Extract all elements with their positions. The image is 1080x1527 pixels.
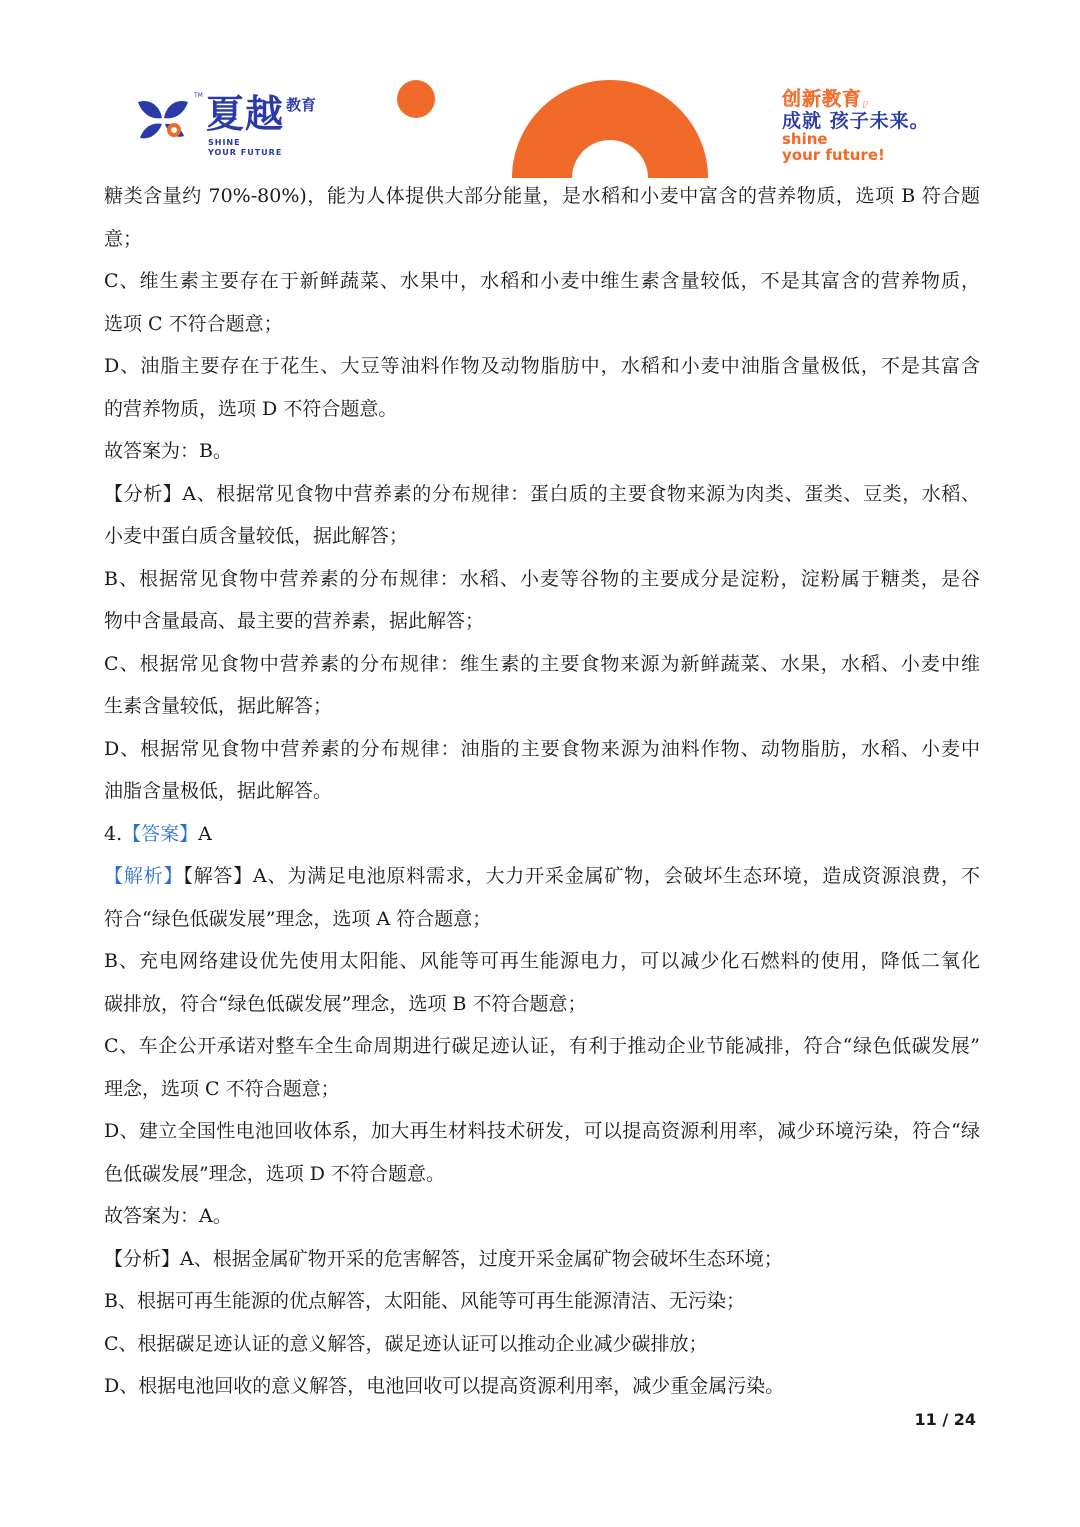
document-body	[104, 175, 980, 1408]
page-number: 11 / 24	[914, 1410, 976, 1429]
text-line: 糖类含量约 70%-80%)，能为人体提供大部分能量，是水稻和小麦中富含的营养物质，选项 B 符合题	[104, 185, 980, 207]
sun-arch-decoration	[390, 80, 720, 178]
text-line: B、充电网络建设优先使用太阳能、风能等可再生能源电力，可以减少化石燃料的使用，降低二氧化	[104, 950, 980, 972]
answer-tag: 【答案】	[122, 822, 199, 845]
text-line: 物中含量最高、最主要的营养素，据此解答；	[104, 610, 485, 632]
text-line: 【分析】A、根据金属矿物开采的危害解答，过度开采金属矿物会破坏生态环境；	[104, 1247, 783, 1270]
text-line: 符合“绿色低碳发展”理念，选项 A 符合题意；	[104, 907, 492, 930]
logo-edu: 教育	[286, 96, 317, 114]
text-line: 色低碳发展”理念，选项 D 不符合题意。	[104, 1162, 446, 1185]
text-line: B、根据可再生能源的优点解答，太阳能、风能等可再生能源清洁、无污染；	[104, 1290, 745, 1312]
analysis-first-line: 【解答】A、为满足电池原料需求，大力开采金属矿物，会破坏生态环境，造成资源浪费，不	[183, 865, 980, 887]
question-4-answer-line	[104, 813, 980, 856]
text-line: 选项 C 不符合题意；	[104, 312, 283, 335]
question-number: 4.	[104, 822, 123, 845]
page-header	[0, 0, 1080, 178]
text-line: 小麦中蛋白质含量较低，据此解答；	[104, 525, 409, 547]
text-line: 理念，选项 C 不符合题意；	[104, 1077, 340, 1100]
text-line: C、维生素主要存在于新鲜蔬菜、水果中，水稻和小麦中维生素含量较低，不是其富含的营养物质，	[104, 270, 980, 292]
brand-logo	[134, 92, 354, 162]
butterfly-logo-icon	[134, 96, 192, 144]
question-4-analysis-line	[104, 855, 980, 898]
text-line: 意；	[104, 227, 143, 250]
slogan: 创新教育, 成就 孩子未来。 shine your future!	[782, 88, 930, 164]
text-line: D、根据常见食物中营养素的分布规律：油脂的主要食物来源为油料作物、动物脂肪，水稻、小麦中	[104, 737, 980, 760]
text-line: C、根据碳足迹认证的意义解答，碳足迹认证可以推动企业减少碳排放；	[104, 1332, 708, 1355]
logo-name: 夏越	[206, 92, 285, 136]
text-line: 故答案为：A。	[104, 1205, 232, 1227]
text-line: 碳排放，符合“绿色低碳发展”理念，选项 B 不符合题意；	[104, 992, 587, 1015]
answer-value: A	[198, 822, 212, 845]
text-line: 故答案为：B。	[104, 440, 232, 462]
text-line: 生素含量较低，据此解答；	[104, 695, 333, 717]
trademark-mark: TM	[194, 92, 203, 99]
text-line: 的营养物质，选项 D 不符合题意。	[104, 397, 398, 420]
logo-subtitle: SHINE YOUR FUTURE	[208, 138, 283, 157]
text-line: C、根据常见食物中营养素的分布规律：维生素的主要食物来源为新鲜蔬菜、水果，水稻、小麦中维	[104, 652, 980, 675]
text-line: C、车企公开承诺对整车全生命周期进行碳足迹认证，有利于推动企业节能减排，符合“绿色低碳发展”	[104, 1035, 980, 1057]
text-line: 油脂含量极低，据此解答。	[104, 780, 333, 802]
text-line: B、根据常见食物中营养素的分布规律：水稻、小麦等谷物的主要成分是淀粉，淀粉属于糖类，是谷	[104, 567, 980, 590]
text-line: 【分析】A、根据常见食物中营养素的分布规律：蛋白质的主要食物来源为肉类、蛋类、豆类，水稻、	[104, 482, 980, 505]
text-line: D、根据电池回收的意义解答，电池回收可以提高资源利用率，减少重金属污染。	[104, 1375, 785, 1397]
analysis-tag: 【解析】	[104, 865, 184, 887]
text-line: D、油脂主要存在于花生、大豆等油料作物及动物脂肪中，水稻和小麦中油脂含量极低，不是其富含	[104, 355, 980, 377]
text-line: D、建立全国性电池回收体系，加大再生材料技术研发，可以提高资源利用率，减少环境污染，符合“绿	[104, 1120, 980, 1142]
